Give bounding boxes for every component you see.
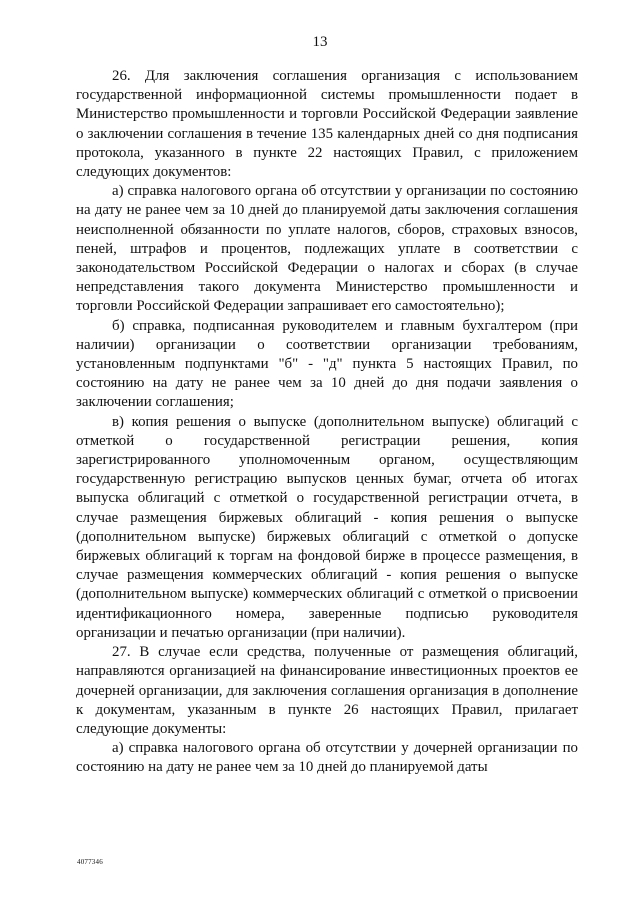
document-body xyxy=(76,67,578,778)
paragraph-26-v: в) копия решения о выпуске (дополнительном выпуске) облигаций с отметкой о государственной регистрации решения, копия зарегистрированного уполномоченным органом, осуществляющим государственную регистрацию выпусков ценных бумаг, отчета об итогах выпуска облигаций с отметкой о государственной регистрации отчета, в случае размещения биржевых облигаций - копия решения о выпуске (дополнительном выпуске) биржевых облигаций с отметкой о допуске биржевых облигаций к торгам на фондовой бирже в процессе размещения, в случае размещения коммерческих облигаций - копия решения о выпуске (дополнительном выпуске) коммерческих облигаций с отметкой о присвоении идентификационного номера, заверенные подписью руководителя организации и печатью организации (при наличии). xyxy=(76,413,578,641)
paragraph-27: 27. В случае если средства, полученные от размещения облигаций, направляются организацией на финансирование инвестиционных проектов ее дочерней организации, для заключения соглашения организация в дополнение к документам, указанным в пункте 26 настоящих Правил, прилагает следующие документы: xyxy=(76,644,578,737)
page-number: 13 xyxy=(312,34,328,50)
paragraph-26-a: а) справка налогового органа об отсутствии у организации по состоянию на дату не ранее чем за 10 дней до планируемой даты заключения соглашения неисполненной обязанности по уплате налогов, сборов, страховых взносов, пеней, штрафов и процентов, подлежащих уплате в соответствии с законодательством Российской Федерации о налогах и сборах (в случае непредставления такого документа Министерство промышленности и торговли Российской Федерации запрашивает его самостоятельно); xyxy=(76,183,578,315)
paragraph-27-a: а) справка налогового органа об отсутствии у дочерней организации по состоянию на дату не ранее чем за 10 дней до планируемой даты xyxy=(76,740,578,776)
paragraph-26: 26. Для заключения соглашения организация с использованием государственной информационной системы промышленности подает в Министерство промышленности и торговли Российской Федерации заявление о заключении соглашения в течение 135 календарных дней со дня подписания протокола, указанного в пункте 22 настоящих Правил, с приложением следующих документов: xyxy=(76,68,578,181)
document-id: 4077346 xyxy=(77,858,103,866)
paragraph-26-b: б) справка, подписанная руководителем и главным бухгалтером (при наличии) организации о соответствии организации требованиям, установленным подпунктами "б" - "д" пункта 5 настоящих Правил, по состоянию на дату не ранее чем за 10 дней до дня подачи заявления о заключении соглашения; xyxy=(76,317,578,411)
